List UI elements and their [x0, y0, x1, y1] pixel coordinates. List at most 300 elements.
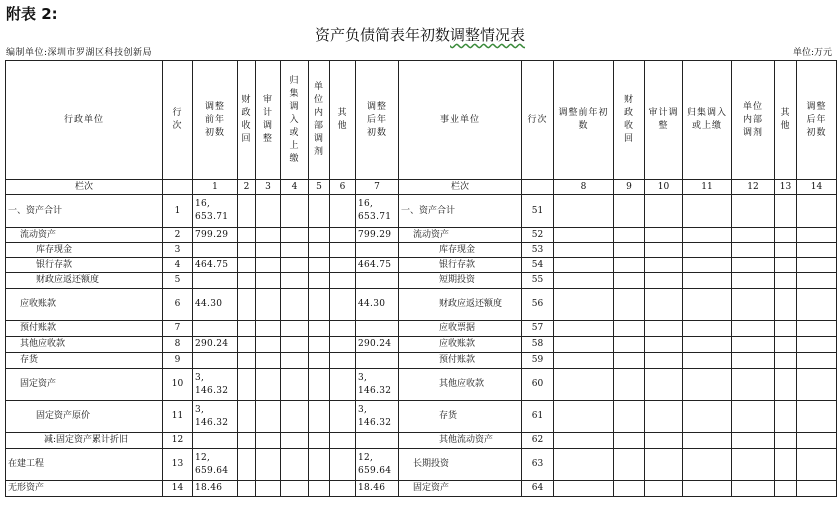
row-r-line-no: 64: [522, 481, 554, 497]
table-row: [6, 433, 837, 449]
row-r-name: 其他流动资产: [399, 433, 522, 449]
row-r-after: [797, 195, 837, 228]
index-col-2: 2: [238, 180, 256, 195]
index-line-no: [163, 180, 193, 195]
row-r-centralize: [683, 369, 732, 401]
header-row: [6, 61, 837, 180]
row-r-name: 预付账款: [399, 353, 522, 369]
header-internal: 单位内部调剂: [309, 61, 330, 180]
row-r-audit: [645, 353, 683, 369]
row-name: 一、资产合计: [6, 195, 163, 228]
row-r-fin-recover: [614, 273, 645, 289]
row-other: [330, 401, 356, 433]
row-internal: [309, 337, 330, 353]
row-r-centralize: [683, 337, 732, 353]
row-fin-recover: [238, 228, 256, 243]
row-r-audit: [645, 449, 683, 481]
row-r-line-no: 54: [522, 258, 554, 273]
row-r-before: [554, 337, 614, 353]
row-r-fin-recover: [614, 228, 645, 243]
row-r-fin-recover: [614, 321, 645, 337]
title-tail: 调整情况表: [450, 26, 526, 44]
row-name: 预付账款: [6, 321, 163, 337]
row-r-internal: [732, 449, 775, 481]
index-col-6: 6: [330, 180, 356, 195]
row-name: 库存现金: [6, 243, 163, 258]
row-other: [330, 195, 356, 228]
row-r-centralize: [683, 353, 732, 369]
row-after: [356, 273, 399, 289]
row-after: 799.29: [356, 228, 399, 243]
row-after: 16, 653.71: [356, 195, 399, 228]
row-r-line-no: 63: [522, 449, 554, 481]
header-right-unit: 事业单位: [399, 61, 522, 180]
index-col-10: 10: [645, 180, 683, 195]
row-before: 18.46: [193, 481, 238, 497]
header-line-no: 行次: [163, 61, 193, 180]
row-r-internal: [732, 195, 775, 228]
row-audit-adjust: [256, 401, 281, 433]
row-r-other: [775, 228, 797, 243]
row-r-before: [554, 449, 614, 481]
row-r-audit: [645, 369, 683, 401]
row-other: [330, 258, 356, 273]
row-r-fin-recover: [614, 258, 645, 273]
row-centralize: [281, 273, 309, 289]
row-r-centralize: [683, 289, 732, 321]
index-label: 栏次: [6, 180, 163, 195]
header-r-internal: 单位内部调剂: [732, 61, 775, 180]
row-other: [330, 243, 356, 258]
row-centralize: [281, 433, 309, 449]
row-r-name: 长期投资: [399, 449, 522, 481]
row-r-line-no: 57: [522, 321, 554, 337]
org-label: 编制单位:深圳市罗湖区科技创新局: [6, 48, 153, 58]
row-internal: [309, 321, 330, 337]
row-r-internal: [732, 273, 775, 289]
row-audit-adjust: [256, 243, 281, 258]
row-name: 存货: [6, 353, 163, 369]
row-r-internal: [732, 481, 775, 497]
row-r-centralize: [683, 433, 732, 449]
row-audit-adjust: [256, 273, 281, 289]
index-row: [6, 180, 837, 195]
row-name: 固定资产: [6, 369, 163, 401]
row-line-no: 4: [163, 258, 193, 273]
row-after: [356, 433, 399, 449]
row-r-line-no: 62: [522, 433, 554, 449]
row-r-line-no: 58: [522, 337, 554, 353]
balance-sheet-table: [5, 60, 837, 497]
row-r-centralize: [683, 481, 732, 497]
row-r-after: [797, 481, 837, 497]
row-fin-recover: [238, 481, 256, 497]
row-r-other: [775, 337, 797, 353]
header-centralize: 归集调入或上缴: [281, 61, 309, 180]
row-r-centralize: [683, 195, 732, 228]
row-name: 银行存款: [6, 258, 163, 273]
row-audit-adjust: [256, 449, 281, 481]
index-r-line-no: [522, 180, 554, 195]
row-r-after: [797, 273, 837, 289]
row-r-other: [775, 401, 797, 433]
row-r-centralize: [683, 449, 732, 481]
index-col-7: 7: [356, 180, 399, 195]
header-r-centralize: 归集调入或上缴: [683, 61, 732, 180]
row-other: [330, 289, 356, 321]
row-after: [356, 321, 399, 337]
row-other: [330, 369, 356, 401]
row-audit-adjust: [256, 228, 281, 243]
table-row: [6, 321, 837, 337]
row-r-internal: [732, 337, 775, 353]
row-other: [330, 337, 356, 353]
table-row: [6, 243, 837, 258]
row-other: [330, 449, 356, 481]
row-before: [193, 353, 238, 369]
row-before: 16, 653.71: [193, 195, 238, 228]
index-col-3: 3: [256, 180, 281, 195]
row-centralize: [281, 228, 309, 243]
row-audit-adjust: [256, 289, 281, 321]
row-r-line-no: 51: [522, 195, 554, 228]
row-fin-recover: [238, 369, 256, 401]
row-fin-recover: [238, 289, 256, 321]
row-centralize: [281, 481, 309, 497]
row-r-fin-recover: [614, 195, 645, 228]
header-fin-recover: 财政收回: [238, 61, 256, 180]
row-before: 44.30: [193, 289, 238, 321]
row-internal: [309, 369, 330, 401]
row-internal: [309, 353, 330, 369]
row-centralize: [281, 195, 309, 228]
row-r-before: [554, 289, 614, 321]
row-internal: [309, 481, 330, 497]
row-name: 在建工程: [6, 449, 163, 481]
row-r-centralize: [683, 258, 732, 273]
row-before: 3, 146.32: [193, 401, 238, 433]
row-r-fin-recover: [614, 243, 645, 258]
row-r-other: [775, 289, 797, 321]
row-centralize: [281, 258, 309, 273]
row-r-audit: [645, 273, 683, 289]
row-r-centralize: [683, 243, 732, 258]
header-other: 其他: [330, 61, 356, 180]
index-col-5: 5: [309, 180, 330, 195]
row-r-after: [797, 337, 837, 353]
row-r-name: 固定资产: [399, 481, 522, 497]
row-audit-adjust: [256, 481, 281, 497]
row-r-before: [554, 273, 614, 289]
row-r-name: 应收账款: [399, 337, 522, 353]
row-r-before: [554, 243, 614, 258]
row-audit-adjust: [256, 258, 281, 273]
row-r-line-no: 52: [522, 228, 554, 243]
row-r-internal: [732, 258, 775, 273]
row-r-before: [554, 353, 614, 369]
row-fin-recover: [238, 353, 256, 369]
row-fin-recover: [238, 401, 256, 433]
unit-label: 单位:万元: [792, 48, 832, 58]
index-col-11: 11: [683, 180, 732, 195]
row-line-no: 1: [163, 195, 193, 228]
row-fin-recover: [238, 449, 256, 481]
row-internal: [309, 289, 330, 321]
row-r-audit: [645, 433, 683, 449]
row-r-audit: [645, 228, 683, 243]
row-r-after: [797, 353, 837, 369]
row-audit-adjust: [256, 369, 281, 401]
table-row: [6, 481, 837, 497]
row-internal: [309, 195, 330, 228]
row-internal: [309, 273, 330, 289]
row-r-audit: [645, 195, 683, 228]
row-line-no: 5: [163, 273, 193, 289]
row-line-no: 13: [163, 449, 193, 481]
row-r-before: [554, 369, 614, 401]
row-r-line-no: 60: [522, 369, 554, 401]
table-row: [6, 353, 837, 369]
index-col-12: 12: [732, 180, 775, 195]
row-centralize: [281, 449, 309, 481]
row-after: 18.46: [356, 481, 399, 497]
row-r-audit: [645, 289, 683, 321]
row-r-before: [554, 401, 614, 433]
row-line-no: 10: [163, 369, 193, 401]
table-row: [6, 401, 837, 433]
table-row: [6, 258, 837, 273]
row-fin-recover: [238, 337, 256, 353]
row-fin-recover: [238, 243, 256, 258]
row-r-audit: [645, 481, 683, 497]
header-r-before: 调整前年初数: [554, 61, 614, 180]
row-r-after: [797, 243, 837, 258]
row-r-internal: [732, 321, 775, 337]
row-centralize: [281, 337, 309, 353]
header-r-fin-recover: 财政收回: [614, 61, 645, 180]
row-before: 12, 659.64: [193, 449, 238, 481]
row-r-other: [775, 195, 797, 228]
row-line-no: 2: [163, 228, 193, 243]
row-r-centralize: [683, 401, 732, 433]
row-r-fin-recover: [614, 449, 645, 481]
row-r-name: 其他应收款: [399, 369, 522, 401]
row-after: [356, 353, 399, 369]
row-name: 减:固定资产累计折旧: [6, 433, 163, 449]
row-r-fin-recover: [614, 337, 645, 353]
table-row: [6, 337, 837, 353]
row-after: [356, 243, 399, 258]
row-r-line-no: 53: [522, 243, 554, 258]
row-r-fin-recover: [614, 433, 645, 449]
row-centralize: [281, 243, 309, 258]
row-r-before: [554, 321, 614, 337]
row-before: 290.24: [193, 337, 238, 353]
title-main: 资产负债简表年初数: [314, 26, 450, 44]
row-internal: [309, 228, 330, 243]
row-r-after: [797, 449, 837, 481]
index-col-1: 1: [193, 180, 238, 195]
row-internal: [309, 243, 330, 258]
header-r-line-no: 行次: [522, 61, 554, 180]
row-after: 12, 659.64: [356, 449, 399, 481]
row-r-other: [775, 449, 797, 481]
row-other: [330, 273, 356, 289]
row-r-name: 短期投资: [399, 273, 522, 289]
row-r-name: 存货: [399, 401, 522, 433]
row-line-no: 3: [163, 243, 193, 258]
row-r-after: [797, 433, 837, 449]
row-r-name: 流动资产: [399, 228, 522, 243]
row-other: [330, 353, 356, 369]
header-r-other: 其他: [775, 61, 797, 180]
row-audit-adjust: [256, 337, 281, 353]
row-r-name: 一、资产合计: [399, 195, 522, 228]
index-col-4: 4: [281, 180, 309, 195]
row-before: [193, 273, 238, 289]
row-r-other: [775, 258, 797, 273]
table-row: [6, 228, 837, 243]
row-before: 799.29: [193, 228, 238, 243]
row-fin-recover: [238, 195, 256, 228]
row-audit-adjust: [256, 195, 281, 228]
row-r-internal: [732, 401, 775, 433]
row-r-after: [797, 321, 837, 337]
row-line-no: 11: [163, 401, 193, 433]
header-r-audit: 审计调整: [645, 61, 683, 180]
row-r-fin-recover: [614, 353, 645, 369]
row-fin-recover: [238, 433, 256, 449]
row-line-no: 12: [163, 433, 193, 449]
row-before: [193, 321, 238, 337]
row-audit-adjust: [256, 433, 281, 449]
row-r-before: [554, 433, 614, 449]
row-r-other: [775, 369, 797, 401]
row-r-other: [775, 433, 797, 449]
row-r-internal: [732, 433, 775, 449]
row-r-before: [554, 228, 614, 243]
row-fin-recover: [238, 321, 256, 337]
row-r-after: [797, 289, 837, 321]
index-col-13: 13: [775, 180, 797, 195]
index-r-label: 栏次: [399, 180, 522, 195]
row-r-after: [797, 228, 837, 243]
row-audit-adjust: [256, 353, 281, 369]
row-r-audit: [645, 258, 683, 273]
header-before: 调整前年初数: [193, 61, 238, 180]
row-name: 应收账款: [6, 289, 163, 321]
row-r-internal: [732, 353, 775, 369]
row-r-audit: [645, 321, 683, 337]
table-row: [6, 289, 837, 321]
header-audit-adjust: 审计调整: [256, 61, 281, 180]
index-col-8: 8: [554, 180, 614, 195]
row-r-other: [775, 481, 797, 497]
row-other: [330, 228, 356, 243]
row-fin-recover: [238, 258, 256, 273]
row-name: 其他应收款: [6, 337, 163, 353]
header-after: 调整后年初数: [356, 61, 399, 180]
row-r-line-no: 56: [522, 289, 554, 321]
row-line-no: 6: [163, 289, 193, 321]
row-centralize: [281, 321, 309, 337]
row-name: 无形资产: [6, 481, 163, 497]
row-after: 464.75: [356, 258, 399, 273]
row-line-no: 7: [163, 321, 193, 337]
row-internal: [309, 449, 330, 481]
row-r-line-no: 55: [522, 273, 554, 289]
index-col-9: 9: [614, 180, 645, 195]
row-other: [330, 321, 356, 337]
row-r-other: [775, 321, 797, 337]
row-r-internal: [732, 369, 775, 401]
row-r-line-no: 61: [522, 401, 554, 433]
header-r-after: 调整后年初数: [797, 61, 837, 180]
row-other: [330, 433, 356, 449]
row-fin-recover: [238, 273, 256, 289]
row-other: [330, 481, 356, 497]
header-left-unit: 行政单位: [6, 61, 163, 180]
row-r-line-no: 59: [522, 353, 554, 369]
row-r-other: [775, 273, 797, 289]
row-r-name: 银行存款: [399, 258, 522, 273]
annex-label: 附表 2:: [6, 5, 58, 23]
row-before: 464.75: [193, 258, 238, 273]
row-line-no: 8: [163, 337, 193, 353]
table-row: [6, 273, 837, 289]
row-centralize: [281, 401, 309, 433]
row-line-no: 9: [163, 353, 193, 369]
row-r-internal: [732, 289, 775, 321]
row-r-other: [775, 353, 797, 369]
row-r-centralize: [683, 321, 732, 337]
row-before: 3, 146.32: [193, 369, 238, 401]
row-after: 3, 146.32: [356, 369, 399, 401]
row-audit-adjust: [256, 321, 281, 337]
row-r-fin-recover: [614, 289, 645, 321]
table-row: [6, 195, 837, 228]
row-r-centralize: [683, 228, 732, 243]
row-r-fin-recover: [614, 369, 645, 401]
row-r-fin-recover: [614, 481, 645, 497]
index-col-14: 14: [797, 180, 837, 195]
table-row: [6, 449, 837, 481]
row-internal: [309, 433, 330, 449]
row-name: 固定资产原价: [6, 401, 163, 433]
row-r-fin-recover: [614, 401, 645, 433]
row-r-before: [554, 258, 614, 273]
row-r-before: [554, 195, 614, 228]
row-r-audit: [645, 243, 683, 258]
row-r-audit: [645, 401, 683, 433]
page-title: [0, 24, 840, 45]
row-line-no: 14: [163, 481, 193, 497]
row-centralize: [281, 369, 309, 401]
row-after: 44.30: [356, 289, 399, 321]
table-row: [6, 369, 837, 401]
row-before: [193, 433, 238, 449]
row-before: [193, 243, 238, 258]
row-r-after: [797, 369, 837, 401]
row-r-after: [797, 401, 837, 433]
row-r-internal: [732, 228, 775, 243]
row-r-before: [554, 481, 614, 497]
row-internal: [309, 258, 330, 273]
row-internal: [309, 401, 330, 433]
row-after: 290.24: [356, 337, 399, 353]
row-r-name: 财政应返还额度: [399, 289, 522, 321]
row-r-other: [775, 243, 797, 258]
